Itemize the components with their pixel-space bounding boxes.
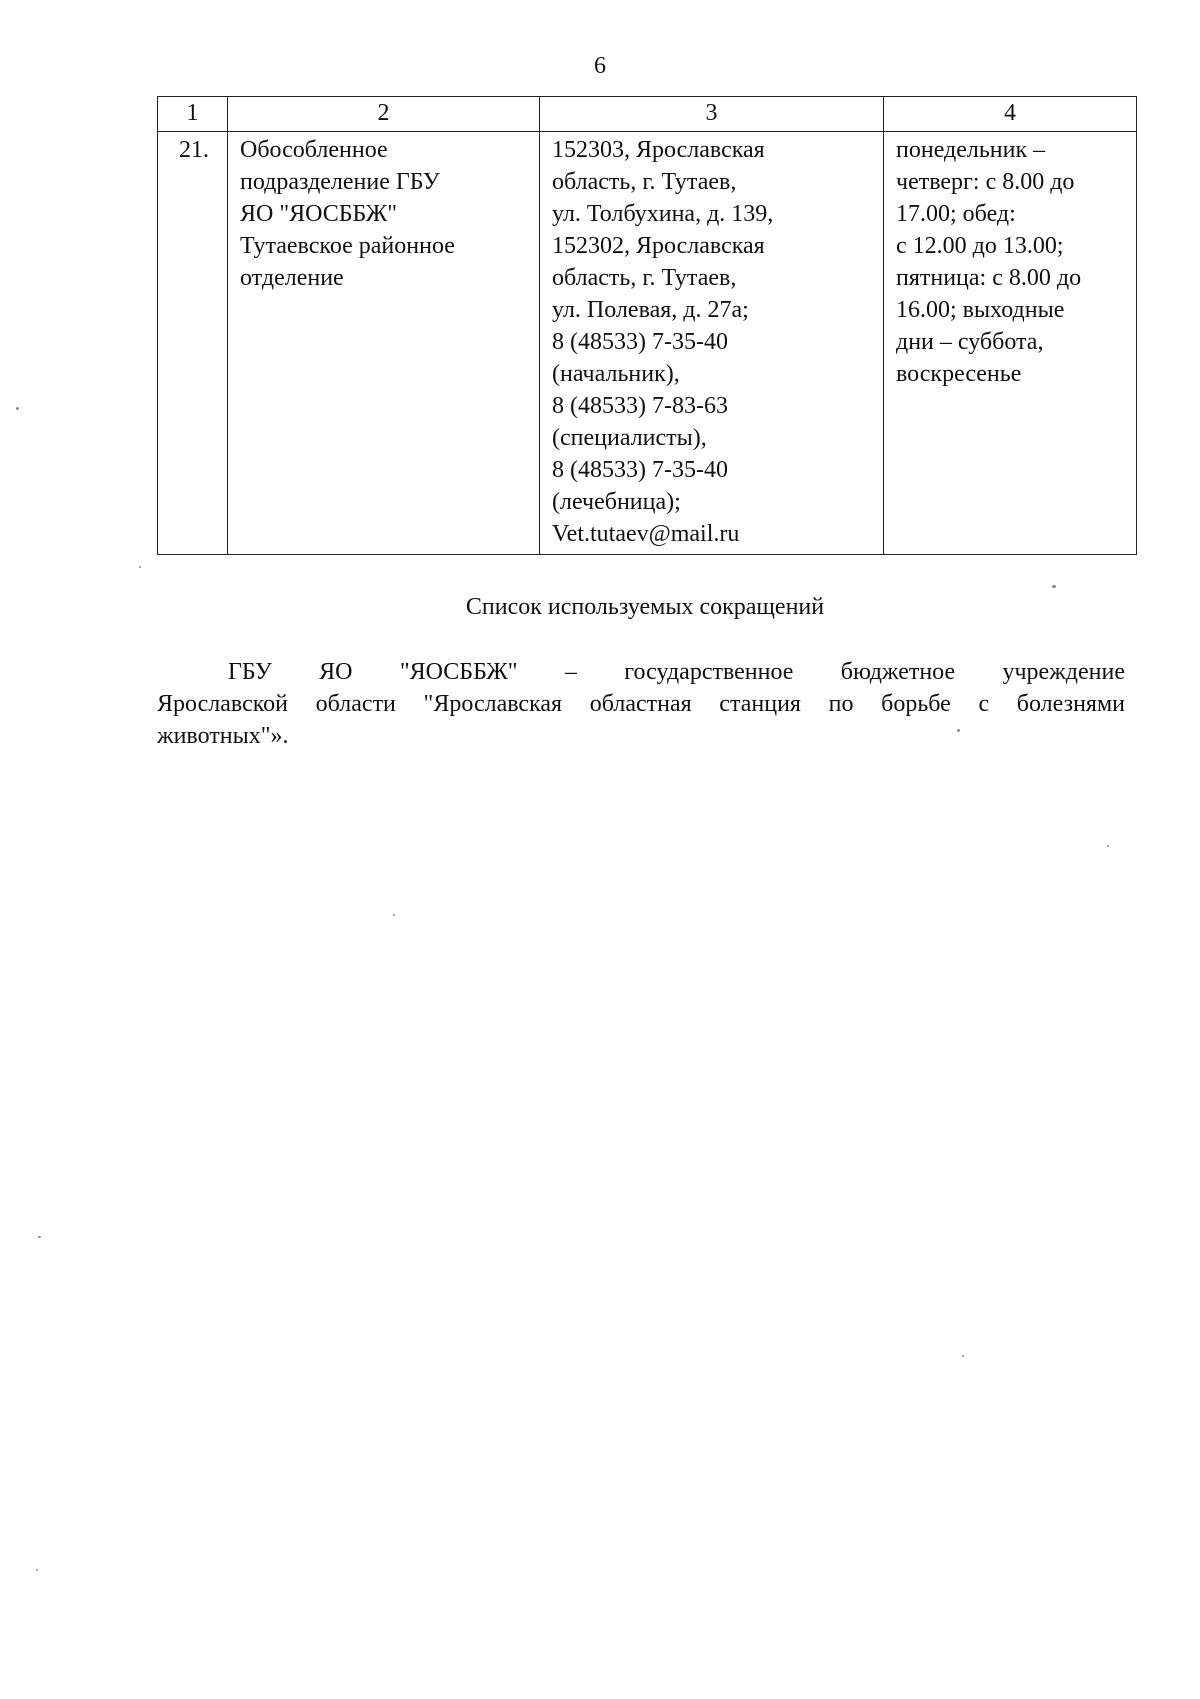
institution-name-line: ЯО "ЯОСББЖ" (240, 201, 398, 227)
address-line: 152302, Ярославская (552, 233, 765, 259)
phone-line: 8 (48533) 7-83-63 (552, 393, 728, 419)
hours-line: 16.00; выходные (896, 297, 1065, 323)
address-contacts-cell (540, 132, 884, 555)
scan-speck (1107, 845, 1109, 847)
abbreviation-line: Ярославской области "Ярославская областная станция по борьбе с болезнями (157, 691, 1125, 717)
scan-speck (393, 914, 395, 916)
page-number: 6 (594, 53, 606, 79)
hours-line: 17.00; обед: (896, 201, 1016, 227)
address-line: ул. Полевая, д. 27а; (552, 297, 749, 323)
hours-line: понедельник – (896, 137, 1046, 163)
table-header-row (158, 97, 1137, 132)
address-line: ул. Толбухина, д. 139, (552, 201, 774, 227)
hours-line: дни – суббота, (896, 329, 1044, 355)
scan-speck (38, 1236, 41, 1238)
scan-speck (957, 729, 960, 732)
address-line: область, г. Тутаев, (552, 169, 737, 195)
institution-name-line: подразделение ГБУ (240, 169, 440, 195)
hours-line: четверг: с 8.00 до (896, 169, 1075, 195)
scan-speck (16, 407, 19, 410)
scan-speck (36, 1569, 38, 1571)
institution-name-line: Обособленное (240, 137, 388, 163)
scan-speck (1052, 585, 1056, 588)
hours-line: воскресенье (896, 361, 1022, 387)
scan-speck (139, 566, 141, 568)
abbreviation-line: животных"». (157, 723, 289, 749)
institution-name-line: Тутаевское районное (240, 233, 455, 259)
institutions-table (157, 96, 1137, 555)
column-header-name: 2 (228, 97, 540, 132)
institution-name-cell (228, 132, 540, 555)
institution-name-line: отделение (240, 265, 344, 291)
phone-line: 8 (48533) 7-35-40 (552, 329, 728, 355)
phone-line: 8 (48533) 7-35-40 (552, 457, 728, 483)
abbreviation-line: ГБУ ЯО "ЯОСББЖ" – государственное бюджетное учреждение (228, 659, 1125, 685)
hours-line: пятница: с 8.00 до (896, 265, 1082, 291)
working-hours-cell (884, 132, 1137, 555)
phone-note-line: (начальник), (552, 361, 680, 387)
row-number-cell: 21. (158, 132, 228, 555)
email-line: Vet.tutaev@mail.ru (552, 521, 740, 547)
phone-note-line: (лечебница); (552, 489, 681, 515)
abbreviations-paragraph (157, 656, 1125, 752)
column-header-hours: 4 (884, 97, 1137, 132)
address-line: 152303, Ярославская (552, 137, 765, 163)
address-line: область, г. Тутаев, (552, 265, 737, 291)
column-header-address: 3 (540, 97, 884, 132)
abbreviations-title: Список используемых сокращений (465, 594, 825, 620)
scan-speck (962, 1355, 964, 1357)
table-row (158, 132, 1137, 555)
phone-note-line: (специалисты), (552, 425, 707, 451)
column-header-number: 1 (158, 97, 228, 132)
hours-line: с 12.00 до 13.00; (896, 233, 1064, 259)
